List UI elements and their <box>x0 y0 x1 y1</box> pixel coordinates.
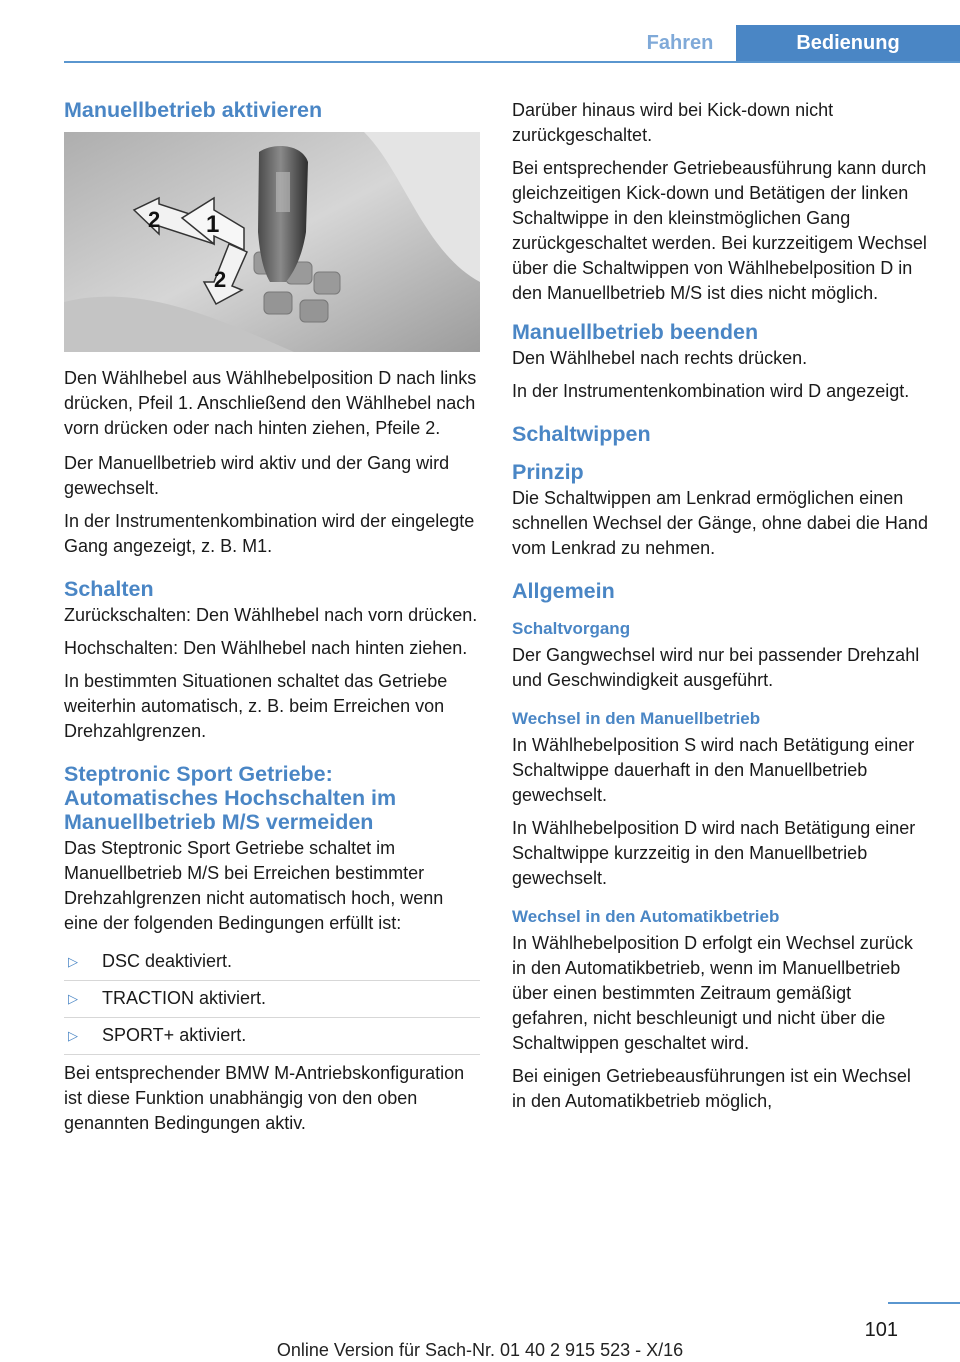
list-item <box>64 944 480 981</box>
tab-bedienung[interactable]: Bedienung <box>736 25 960 61</box>
paragraph: Den Wählhebel aus Wählhebelposition D nach links drücken, Pfeil 1. Anschließend den Wählhebel nach vorn drücken oder nach hinten ziehen, Pfeile 2. <box>64 368 477 438</box>
heading-steptronic: Steptronic Sport Getriebe: Automatisches Hochschalten im Manuellbetrieb M/S vermeiden <box>64 762 397 834</box>
paragraph: In Wählhebelposition S wird nach Betätigung einer Schaltwippe dauerhaft in den Manuellbetrieb gewechselt. <box>512 735 915 805</box>
left-column <box>64 98 480 1144</box>
paragraph: In der Instrumentenkombination wird der eingelegte Gang angezeigt, z. B. M1. <box>64 511 475 556</box>
heading-prinzip: Prinzip <box>512 460 584 484</box>
paragraph: Hochschalten: Den Wählhebel nach hinten ziehen. <box>64 638 468 658</box>
paragraph: Der Manuellbetrieb wird aktiv und der Gang wird gewechselt. <box>64 453 450 498</box>
list-item-text: SPORT+ aktiviert. <box>102 1025 247 1045</box>
paragraph: Das Steptronic Sport Getriebe schaltet im Manuellbetrieb M/S bei Erreichen bestimmter Drehzahlgrenzen nicht automatisch hoch, wenn eine der folgenden Bedingungen erfüllt ist: <box>64 838 444 933</box>
triangle-bullet-icon: ▷ <box>68 954 78 969</box>
heading-wechsel-manuellbetrieb: Wechsel in den Manuellbetrieb <box>512 709 761 728</box>
heading-manuellbetrieb-aktivieren: Manuellbetrieb aktivieren <box>64 98 323 122</box>
right-column <box>512 98 928 1122</box>
paragraph: Den Wählhebel nach rechts drücken. <box>512 348 808 368</box>
paragraph: In Wählhebelposition D wird nach Betätigung einer Schaltwippe kurzzeitig in den Manuellbetrieb gewechselt. <box>512 818 916 888</box>
paragraph: Darüber hinaus wird bei Kick-down nicht zurückgeschaltet. <box>512 100 834 145</box>
paragraph: Bei einigen Getriebeausführungen ist ein Wechsel in den Automatikbetrieb möglich, <box>512 1066 911 1111</box>
heading-manuellbetrieb-beenden: Manuellbetrieb beenden <box>512 320 759 344</box>
paragraph: Zurückschalten: Den Wählhebel nach vorn drücken. <box>64 605 478 625</box>
heading-allgemein: Allgemein <box>512 579 615 603</box>
list-item-text: TRACTION aktiviert. <box>102 988 267 1008</box>
paragraph: In Wählhebelposition D erfolgt ein Wechsel zurück in den Automatikbetrieb, wenn im Manuellbetrieb über einen bestimmten Zeitraum gemäßigt gefahren, nicht beschleunigt und nicht über die Schaltwippen geschaltet wird. <box>512 933 913 1053</box>
paragraph: Die Schaltwippen am Lenkrad ermöglichen einen schnellen Wechsel der Gänge, ohne dabei die Hand vom Lenkrad zu nehmen. <box>512 488 928 558</box>
page-number: 101 <box>864 1319 898 1341</box>
arrow-2-lower-label: 2 <box>214 267 227 292</box>
heading-schaltvorgang: Schaltvorgang <box>512 619 631 638</box>
paragraph: In der Instrumentenkombination wird D angezeigt. <box>512 381 910 401</box>
tab-fahren[interactable]: Fahren <box>624 25 736 61</box>
paragraph: Bei entsprechender BMW M-Antriebskonfiguration ist diese Funktion unabhängig von den oben genannten Bedingungen aktiv. <box>64 1063 465 1133</box>
heading-wechsel-automatikbetrieb: Wechsel in den Automatikbetrieb <box>512 907 780 926</box>
arrow-2-upper-label: 2 <box>148 207 161 232</box>
online-version-footer: Online Version für Sach-Nr. 01 40 2 915 523 - X/16 <box>276 1340 684 1360</box>
heading-schalten: Schalten <box>64 577 154 601</box>
paragraph: In bestimmten Situationen schaltet das Getriebe weiterhin automatisch, z. B. beim Erreichen von Drehzahlgrenzen. <box>64 671 448 741</box>
paragraph: Der Gangwechsel wird nur bei passender Drehzahl und Geschwindigkeit ausgeführt. <box>512 645 920 690</box>
triangle-bullet-icon: ▷ <box>68 991 78 1006</box>
list-item <box>64 981 480 1018</box>
arrow-1-label: 1 <box>206 211 220 238</box>
triangle-bullet-icon: ▷ <box>68 1028 78 1043</box>
paragraph: Bei entsprechender Getriebeausführung kann durch gleichzeitigen Kick-down und Betätigen der linken Schaltwippe in den kleinstmöglichen Gang zurückgeschaltet werden. Bei kurzzeitigem Wechsel über die Schaltwippen von Wählhebelposition D in den Manuellbetrieb M/S ist dies nicht möglich. <box>512 158 927 303</box>
heading-schaltwippen: Schaltwippen <box>512 422 651 446</box>
header-rule <box>64 61 960 63</box>
gear-selector-figure <box>64 132 480 352</box>
list-item-text: DSC deaktiviert. <box>102 951 233 971</box>
list-item <box>64 1018 480 1055</box>
footer-rule <box>888 1302 960 1304</box>
